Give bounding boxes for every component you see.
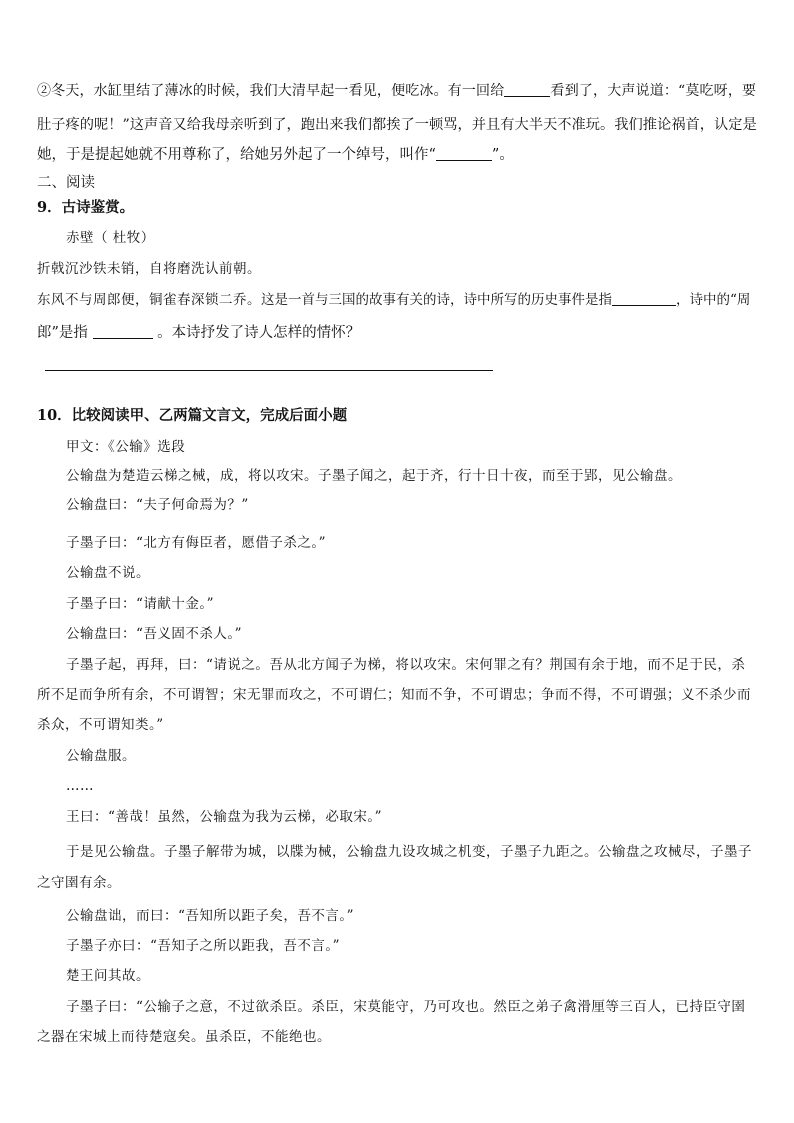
passage-line: 公输盘为楚造云梯之械，成，将以攻宋。子墨子闻之，起于齐，行十日十夜，而至于郢，见公输盘。 xyxy=(66,468,682,484)
passage-line: 子墨子曰：“北方有侮臣者，愿借子杀之。” xyxy=(66,535,327,551)
q9-question-text2: ，诗中的“周 xyxy=(676,292,751,308)
passage-line: 子墨子起，再拜，曰：“请说之。吾从北方闻子为梯，将以攻宋。宋何罪之有？荆国有余于地，而不足于民，杀 xyxy=(66,657,746,673)
poem-title: 赤壁（ 杜牧） xyxy=(66,230,155,246)
answer-blank[interactable] xyxy=(504,82,550,97)
q8-item2-line2 xyxy=(37,114,756,136)
passage-line: 公输盘曰：“吾义固不杀人。” xyxy=(66,626,243,642)
answer-blank[interactable] xyxy=(612,291,676,306)
q10-heading: 10．比较阅读甲、乙两篇文言文，完成后面小题 xyxy=(37,407,348,424)
passage-line: 于是见公输盘。子墨子解带为城，以牒为械，公输盘九设攻城之机变，子墨子九距之。公输盘之攻械尽，子墨子 xyxy=(66,844,752,860)
answer-blank[interactable] xyxy=(93,324,153,339)
passage-line: 子墨子亦曰：“吾知子之所以距我，吾不言。” xyxy=(66,938,341,954)
passage-line: 之器在宋城上而待楚寇矣。虽杀臣，不能绝也。 xyxy=(37,1029,331,1045)
q8-item2-text-c: 肚子疼的呢！”这声音又给我母亲听到了，跑出来我们都挨了一顿骂，并且有大半天不准玩。我们推论祸首，认定是 xyxy=(37,117,757,133)
jia-title: 甲文：《公输》选段 xyxy=(66,439,186,455)
section-heading: 二、阅读 xyxy=(37,175,95,191)
q8-item2-text-d: 她，于是提起她就不用尊称了，给她另外起了一个绰号，叫作“ xyxy=(37,147,436,163)
q8-item2-line3 xyxy=(37,144,756,166)
q8-item2-text-a: ②冬天，水缸里结了薄冰的时候，我们大清早起一看见，便吃冰。有一回给 xyxy=(37,83,505,99)
passage-line: 子墨子曰：“请献十金。” xyxy=(66,596,215,612)
passage-line: 公输盘不说。 xyxy=(66,565,150,581)
q8-item2-line1 xyxy=(37,80,756,102)
q9-question-line2 xyxy=(37,322,756,344)
passage-line: 王曰：“善哉！虽然，公输盘为我为云梯，必取宋。” xyxy=(66,809,383,825)
passage-line: 之守圉有余。 xyxy=(37,875,121,891)
q9-question-text4: 。本诗抒发了诗人怎样的情怀？ xyxy=(157,325,361,341)
answer-line[interactable] xyxy=(45,370,493,371)
poem-line1: 折戟沉沙铁未销，自将磨洗认前朝。 xyxy=(37,261,261,277)
q9-question-text1: 这是一首与三国的故事有关的诗，诗中所写的历史事件是指 xyxy=(261,292,612,308)
passage-line: 公输盘服。 xyxy=(66,748,136,764)
passage-line: 杀众，不可谓知类。” xyxy=(37,717,164,733)
poem-line2: 东风不与周郎便，铜雀春深锁二乔。 xyxy=(37,292,261,308)
passage-line: 所不足而争所有余，不可谓智；宋无罪而攻之，不可谓仁；知而不争，不可谓忠；争而不得，不可谓强；义不杀少而 xyxy=(37,687,751,703)
q8-item2-text-e: ”。 xyxy=(491,147,514,163)
passage-line: 公输盘曰：“夫子何命焉为？” xyxy=(66,497,249,513)
q9-question-line1 xyxy=(37,289,756,311)
q9-question-text3: 郎”是指 xyxy=(37,325,88,341)
q9-heading: 9．古诗鉴赏。 xyxy=(37,199,135,216)
passage-line: 楚王问其故。 xyxy=(66,968,150,984)
answer-blank[interactable] xyxy=(436,146,492,161)
passage-line: 子墨子曰：“公输子之意，不过欲杀臣。杀臣，宋莫能守，乃可攻也。然臣之弟子禽滑厘等三百人，已持臣守圉 xyxy=(66,999,746,1015)
passage-line: …… xyxy=(66,778,94,794)
q8-item2-text-b: 看到了，大声说道：“莫吃呀，要 xyxy=(550,83,756,99)
passage-line: 公输盘诎，而曰：“吾知所以距子矣，吾不言。” xyxy=(66,908,355,924)
